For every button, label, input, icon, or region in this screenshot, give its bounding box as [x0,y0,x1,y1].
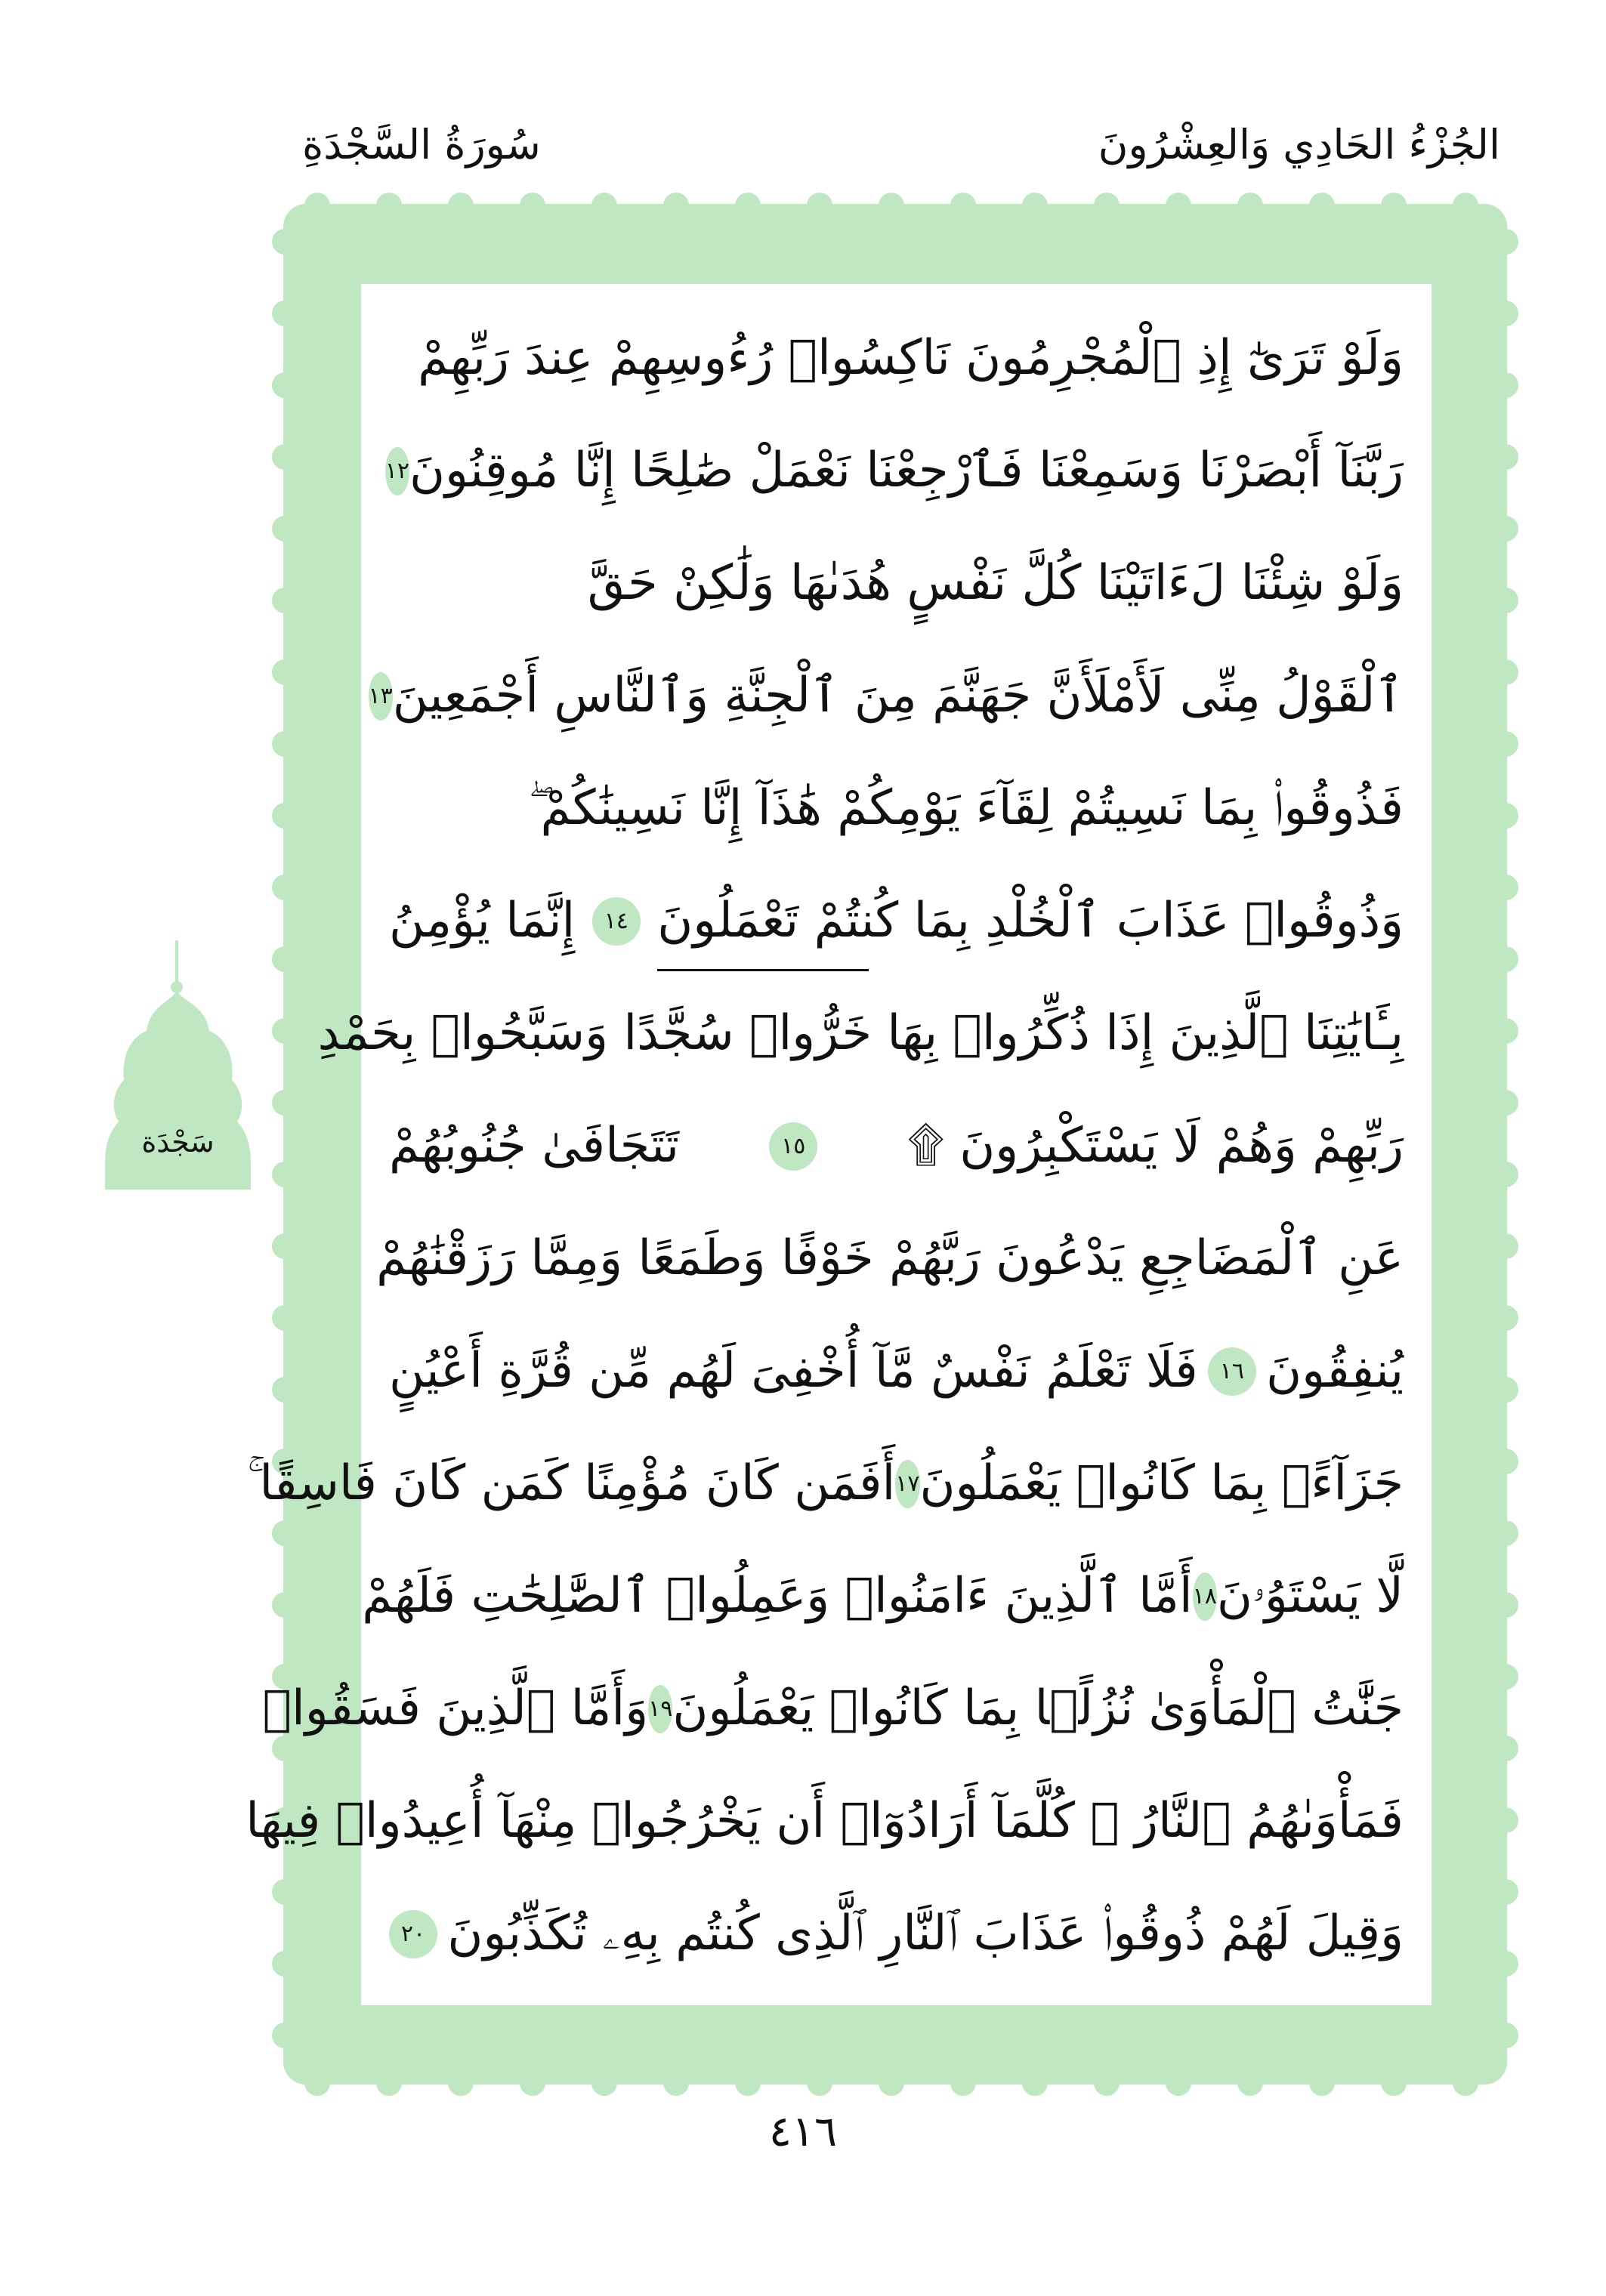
text-line [317,977,1404,1090]
quran-text [246,302,1404,1990]
verse-number-marker: ١٣ [369,672,393,721]
text-line [368,640,1404,752]
scallop-ornament [272,875,298,900]
text-line [262,1653,1404,1765]
verse-text: وَلَوْ تَرَىٰٓ إِذِ ٱلْمُجْرِمُونَ نَاكِسُوا۟ رُءُوسِهِمْ عِندَ رَبِّهِمْ [418,330,1404,386]
scallop-ornament [1493,516,1518,542]
verse-text: لَّا يَسْتَوُۥنَ [1216,1568,1404,1624]
scallop-ornament [1309,193,1335,218]
scallop-ornament [1309,2070,1335,2096]
scallop-ornament [272,444,298,470]
scallop-ornament [272,803,298,829]
text-line [362,1540,1404,1653]
scallop-ornament [1493,1377,1518,1403]
scallop-ornament [272,2023,298,2048]
scallop-ornament [1493,1162,1518,1187]
scallop-ornament [448,193,474,218]
scallop-ornament [272,659,298,685]
verse-text: جَزَآءًۢ بِمَا كَانُوا۟ يَعْمَلُونَ [919,1455,1404,1511]
verse-number-marker: ٢٠ [389,1910,437,1958]
text-line [389,1878,1404,1990]
scallop-ornament [376,193,402,218]
verse-text: أَفَمَن كَانَ مُؤْمِنًا كَمَن كَانَ فَاسِقًا ۚ [247,1455,896,1511]
scallop-ornament [272,1090,298,1116]
verse-text: عَنِ ٱلْمَضَاجِعِ يَدْعُونَ رَبَّهُمْ خَوْفًا وَطَمَعًا وَمِمَّا رَزَقْنَٰهُمْ [376,1230,1404,1286]
scallop-ornament [1493,731,1518,757]
scallop-ornament [879,2070,904,2096]
verse-number-marker: ١٥ [769,1122,817,1171]
scallop-ornament [1022,2070,1048,2096]
verse-number-marker: ١٨ [1193,1572,1217,1621]
verse-text: رَبِّهِمْ وَهُمْ لَا يَسْتَكْبِرُونَ ۩ [907,1118,1404,1174]
scallop-ornament [1381,193,1407,218]
scallop-ornament [272,1879,298,1905]
page-number: ٤١٦ [768,2107,838,2156]
scallop-ornament [1493,1664,1518,1690]
verse-text: جَنَّٰتُ ٱلْمَأْوَىٰ نُزُلًۢا بِمَا كَانُوا۟ يَعْمَلُونَ [672,1680,1404,1736]
verse-text: فَذُوقُوا۟ بِمَا نَسِيتُمْ لِقَآءَ يَوْمِكُمْ هَٰذَآ إِنَّا نَسِينَٰكُمْ ۖ [528,780,1404,836]
text-line [246,1765,1404,1878]
scallop-ornament [807,2070,832,2096]
verse-text: بِـَٔايَٰتِنَا ٱلَّذِينَ إِذَا ذُكِّرُوا۟ بِهَا خَرُّوا۟ سُجَّدًا وَسَبَّحُوا۟ بِحَمْدِ [317,1005,1404,1061]
scallop-ornament [1166,193,1191,218]
scallop-ornament [1493,875,1518,900]
scallop-ornament [1493,372,1518,398]
scallop-ornament [272,946,298,972]
scallop-ornament [376,2070,402,2096]
scallop-ornament [1493,659,1518,685]
scallop-ornament [272,1162,298,1187]
text-line [385,415,1404,527]
scallop-ornament [272,301,298,326]
scallop-ornament [272,1951,298,1977]
scallop-ornament [1237,193,1263,218]
scallop-ornament [1493,1233,1518,1259]
text-line [247,1427,1404,1540]
verse-text: أَمَّا ٱلَّذِينَ ءَامَنُوا۟ وَعَمِلُوا۟ ٱلصَّٰلِحَٰتِ فَلَهُمْ [362,1568,1193,1624]
scallop-ornament [735,2070,761,2096]
scallop-ornament [1022,193,1048,218]
verse-text: ٱلْقَوْلُ مِنِّى لَأَمْلَأَنَّ جَهَنَّمَ مِنَ ٱلْجِنَّةِ وَٱلنَّاسِ أَجْمَعِينَ [392,668,1404,724]
scallop-ornament [448,2070,474,2096]
scallop-ornament [272,1377,298,1403]
verse-text: تَتَجَافَىٰ جُنُوبُهُمْ [389,1118,680,1174]
scallop-ornament [272,588,298,613]
surah-title: سُورَةُ السَّجْدَةِ [302,121,541,168]
scallop-ornament [1493,1018,1518,1044]
scallop-ornament [735,193,761,218]
scallop-ornament [272,229,298,255]
scallop-ornament [304,2070,330,2096]
scallop-ornament [1493,1879,1518,1905]
scallop-ornament [807,193,832,218]
scallop-ornament [1493,229,1518,255]
scallop-ornament [950,2070,976,2096]
verse-text: وَقِيلَ لَهُمْ ذُوقُوا۟ عَذَابَ ٱلنَّارِ ٱلَّذِى كُنتُم بِهِۦ تُكَذِّبُونَ [447,1906,1404,1961]
juz-title: الجُزْءُ الحَادِي وَالعِشْرُونَ [1098,121,1500,168]
text-line [389,1315,1404,1427]
scallop-ornament [1493,588,1518,613]
scallop-ornament [1094,2070,1120,2096]
scallop-ornament [663,2070,689,2096]
scallop-ornament [272,372,298,398]
verse-text: رَبَّنَآ أَبْصَرْنَا وَسَمِعْنَا فَٱرْجِعْنَا نَعْمَلْ صَٰلِحًا إِنَّا مُوقِنُونَ [409,443,1404,498]
scallop-ornament [272,731,298,757]
scallop-ornament [1493,946,1518,972]
scallop-ornament [1493,1090,1518,1116]
scallop-ornament [1453,193,1478,218]
verse-text: إِنَّمَا يُؤْمِنُ [389,893,576,949]
scallop-ornament [272,1592,298,1618]
verse-text: وَأَمَّا ٱلَّذِينَ فَسَقُوا۟ [262,1680,649,1736]
verse-text: وَلَوْ شِئْنَا لَءَاتَيْنَا كُلَّ نَفْسٍ هُدَىٰهَا وَلَٰكِنْ حَقَّ [587,555,1404,611]
scallop-ornament [1166,2070,1191,2096]
scallop-ornament [1493,803,1518,829]
text-line [389,527,1404,640]
scallop-ornament [1493,1807,1518,1833]
scallop-ornament [1381,2070,1407,2096]
verse-number-marker: ١٤ [592,897,641,946]
verse-number-marker: ١٦ [1208,1347,1256,1396]
scallop-ornament [1493,1520,1518,1546]
scallop-ornament [1493,444,1518,470]
scallop-ornament [1237,2070,1263,2096]
text-line [389,1090,1404,1202]
verse-text: وَذُوقُوا۟ عَذَابَ ٱلْخُلْدِ بِمَا كُنتُمْ تَعْمَلُونَ [657,893,1404,949]
scallop-ornament [272,1018,298,1044]
verse-text: فَلَا تَعْلَمُ نَفْسٌ مَّآ أُخْفِىَ لَهُم مِّن قُرَّةِ أَعْيُنٍ [389,1343,1198,1399]
text-line [389,302,1404,415]
scallop-ornament [879,193,904,218]
scallop-ornament [520,193,545,218]
scallop-ornament [272,1233,298,1259]
scallop-ornament [1493,1736,1518,1761]
text-line [389,865,1404,977]
scallop-ornament [591,2070,617,2096]
scallop-ornament [1493,1592,1518,1618]
sajda-marker-label: سَجْدَة [141,1125,215,1159]
verse-number-marker: ١٢ [385,447,409,495]
scallop-ornament [1493,2023,1518,2048]
scallop-ornament [1094,193,1120,218]
text-line [389,752,1404,865]
scallop-ornament [663,193,689,218]
scallop-ornament [1493,1951,1518,1977]
scallop-ornament [950,193,976,218]
verse-text: فَمَأْوَىٰهُمُ ٱلنَّارُ ۖ كُلَّمَآ أَرَادُوٓا۟ أَن يَخْرُجُوا۟ مِنْهَآ أُعِيدُوا۟ فِيهَا [246,1793,1404,1849]
scallop-ornament [591,193,617,218]
scallop-ornament [1493,1305,1518,1331]
scallop-ornament [304,193,330,218]
verse-number-marker: ١٩ [648,1685,672,1733]
scallop-ornament [272,1305,298,1331]
scallop-ornament [520,2070,545,2096]
verse-number-marker: ١٧ [895,1460,919,1508]
scallop-ornament [1493,1449,1518,1474]
scallop-ornament [272,516,298,542]
scallop-ornament [1493,301,1518,326]
scallop-ornament [1453,2070,1478,2096]
text-line [376,1202,1404,1315]
verse-text: يُنفِقُونَ [1266,1343,1404,1399]
